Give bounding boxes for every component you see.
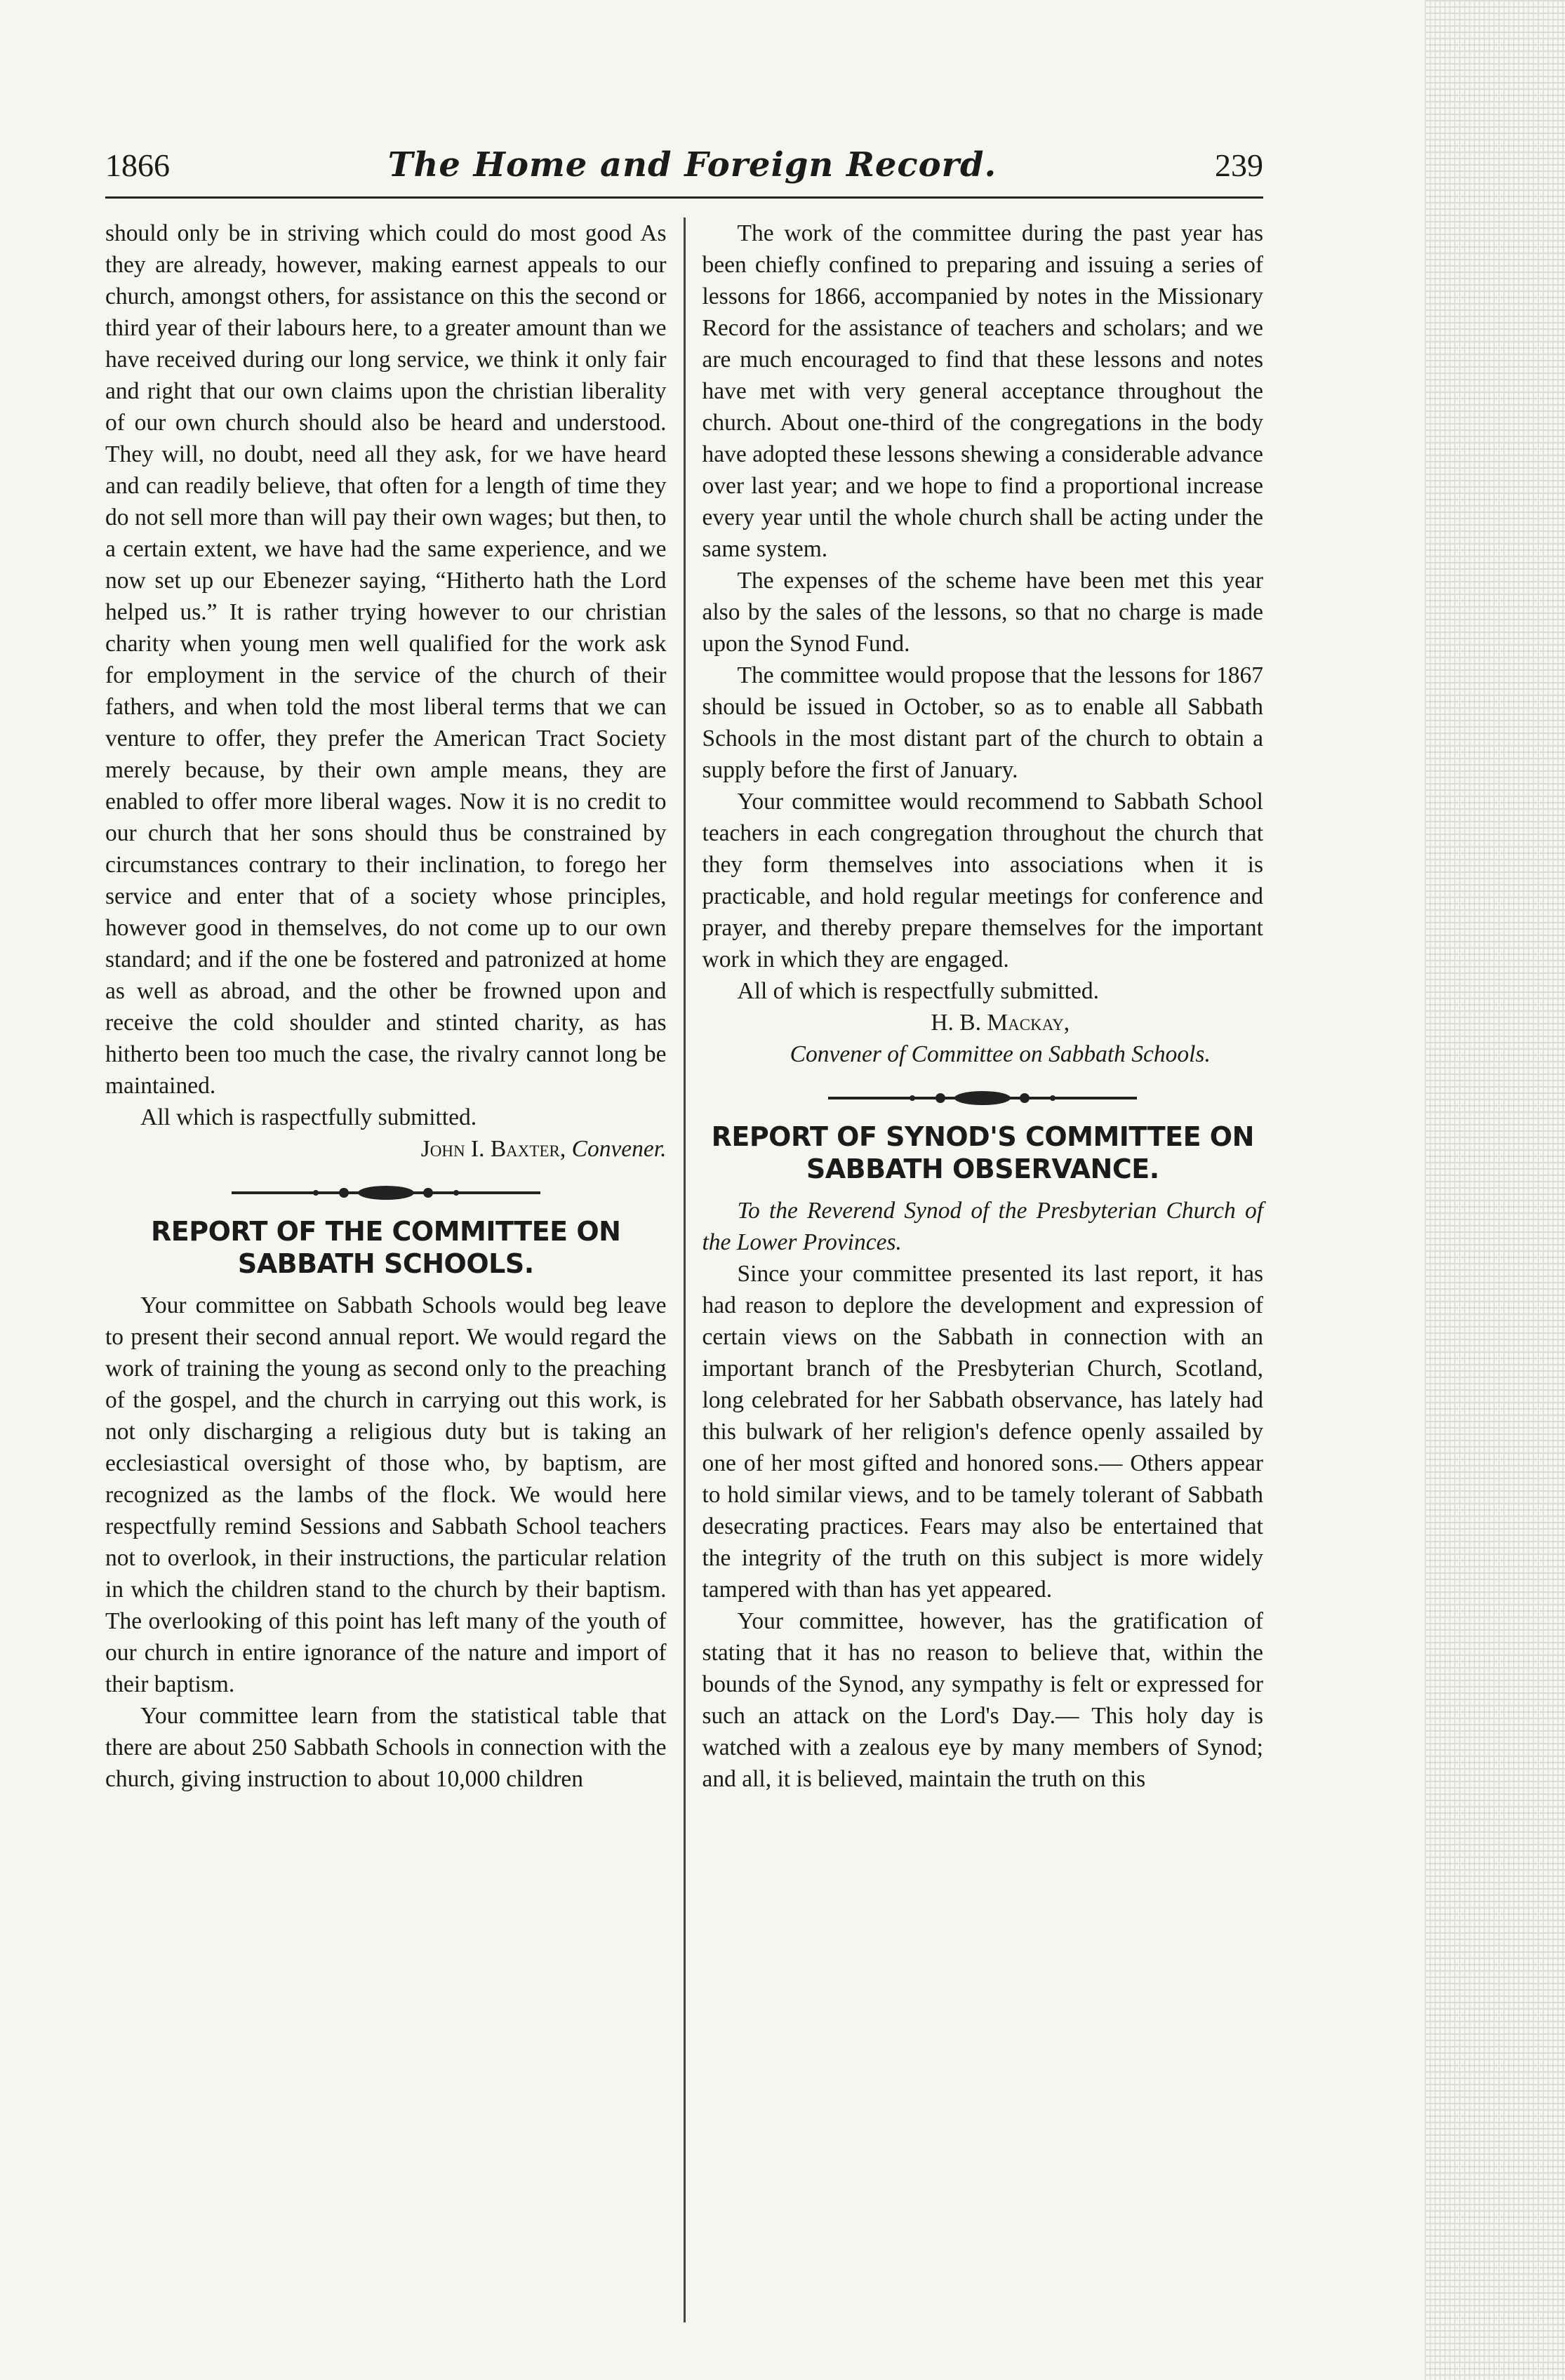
signature-role: Convener.: [571, 1136, 667, 1162]
paragraph: Your committee learn from the statistical table that there are about 250 Sabbath Schools in connection with the church, giving instruction to about 10,000 children: [105, 1703, 667, 1792]
header-page-number: 239: [1214, 147, 1263, 183]
paragraph: All of which is respectfully submitted.: [737, 978, 1099, 1004]
section-heading: REPORT OF SYNOD'S COMMITTEE ON SABBATH OBSERVANCE.: [711, 1121, 1254, 1184]
signature-name-text: H. B. Mackay,: [931, 1010, 1070, 1036]
header-title: The Home and Foreign Record.: [387, 145, 997, 185]
paragraph: The expenses of the scheme have been met this year also by the sales of the lessons, so that no charge is made upon the Synod Fund.: [702, 568, 1263, 657]
signature-role: [702, 1038, 1264, 1070]
ornament-icon: [828, 1090, 1137, 1107]
paragraph: The committee would propose that the lessons for 1867 should be issued in October, so as to enable all Sabbath Schools in the most distant part of the church to obtain a supply before the first of January.: [702, 662, 1263, 783]
paragraph: Your committee, however, has the gratification of stating that it has no reason to believe that, within the bounds of the Synod, any sympathy is felt or expressed for such an attack on the Lord's Day.— This holy day is watched with a zealous eye by many members of Synod; and all, it is believed, maintain the truth on this: [702, 1608, 1263, 1792]
paragraph: Your committee would recommend to Sabbath School teachers in each congregation throughout the church that they form themselves into associations when it is practicable, and hold regular meetings for conference and prayer, and thereby prepare themselves for the important work in which they are engaged.: [702, 789, 1263, 972]
paragraph: The work of the committee during the past year has been chiefly confined to preparing and issuing a series of lessons for 1866, accompanied by notes in the Missionary Record for the assistance of teachers and scholars; and we are much encouraged to find that these lessons and notes have met with very general acceptance throughout the church. About one-third of the congregations in the body have adopted these lessons shewing a considerable advance over last year; and we hope to find a proportional increase every year until the whole church shall be acting under the same system.: [702, 220, 1263, 562]
right-column: [702, 218, 1264, 2322]
paragraph: should only be in striving which could do most good As they are already, however, making earnest appeals to our church, amongst others, for assistance on this the second or third year of their labours here, to a greater amount than we have received during our long service, we think it only fair and right that our own claims upon the christian liberality of our own church should also be heard and understood. They will, no doubt, need all they ask, for we have heard and can readily believe, that often for a length of time they do not sell more than will pay their own wages; but then, to a certain extent, we have had the same experience, and we now set up our Ebenezer saying, “Hitherto hath the Lord helped us.” It is rather trying however to our christian charity when young men well qualified for the work ask for employment in the service of the church of their fathers, and when told the most liberal terms that we can venture to offer, they prefer the American Tract Society merely because, by their own ample means, they are enabled to offer more liberal wages. Now it is no credit to our church that her sons should thus be constrained by circumstances contrary to their inclination, to forego her service and enter that of a society whose principles, however good in themselves, do not come up to our own standard; and if the one be fostered and patronized at home as well as abroad, and the other be frowned upon and receive the cold shoulder and stinted charity, as has hitherto been too much the case, the rivalry cannot long be maintained.: [105, 220, 667, 1099]
ornament-icon: [232, 1184, 540, 1201]
paragraph: Your committee on Sabbath Schools would beg leave to present their second annual report. We would regard the work of training the young as second only to the preaching of the gospel, and the church in carrying out this work, is not only discharging a religious duty but is taking an ecclesiastical oversight of those who, by baptism, are recognized as the lambs of the flock. We would here respectfully remind Sessions and Sabbath School teachers not to overlook, in their instructions, the particular relation in which the children stand to the church by their baptism. The overlooking of this point has left many of the youth of our church in entire ignorance of the nature and import of their baptism.: [105, 1292, 667, 1697]
columns: [105, 218, 1263, 2322]
page: [105, 119, 1263, 2329]
header-year: 1866: [105, 147, 170, 183]
signature-name: [702, 1007, 1264, 1038]
ornament-divider: [702, 1090, 1264, 1107]
page-edge-speckle: [1425, 0, 1565, 2380]
signature-role-text: Convener of Committee on Sabbath Schools.: [790, 1041, 1211, 1067]
paragraph: All which is raspectfully submitted.: [140, 1104, 477, 1130]
signature-name: John I. Baxter,: [420, 1136, 566, 1162]
section-heading: REPORT OF THE COMMITTEE ON SABBATH SCHOOLS.: [151, 1216, 621, 1279]
column-divider: [684, 218, 686, 2322]
running-header: [105, 133, 1263, 199]
left-column: [105, 218, 667, 2322]
paragraph: Since your committee presented its last report, it has had reason to deplore the development and expression of certain views on the Sabbath in connection with an important branch of the Presbyterian Church, Scotland, long celebrated for her Sabbath observance, has lately had this bulwark of her religion's defence openly assailed by one of her most gifted and honored sons.— Others appear to hold similar views, and to be tamely tolerant of Sabbath desecrating practices. Fears may also be entertained that the integrity of the truth on this subject is more widely tampered with than has yet appeared.: [702, 1261, 1263, 1603]
ornament-divider: [105, 1184, 667, 1201]
address-line: To the Reverend Synod of the Presbyterian Church of the Lower Provinces.: [702, 1198, 1263, 1255]
signature: [105, 1133, 667, 1165]
